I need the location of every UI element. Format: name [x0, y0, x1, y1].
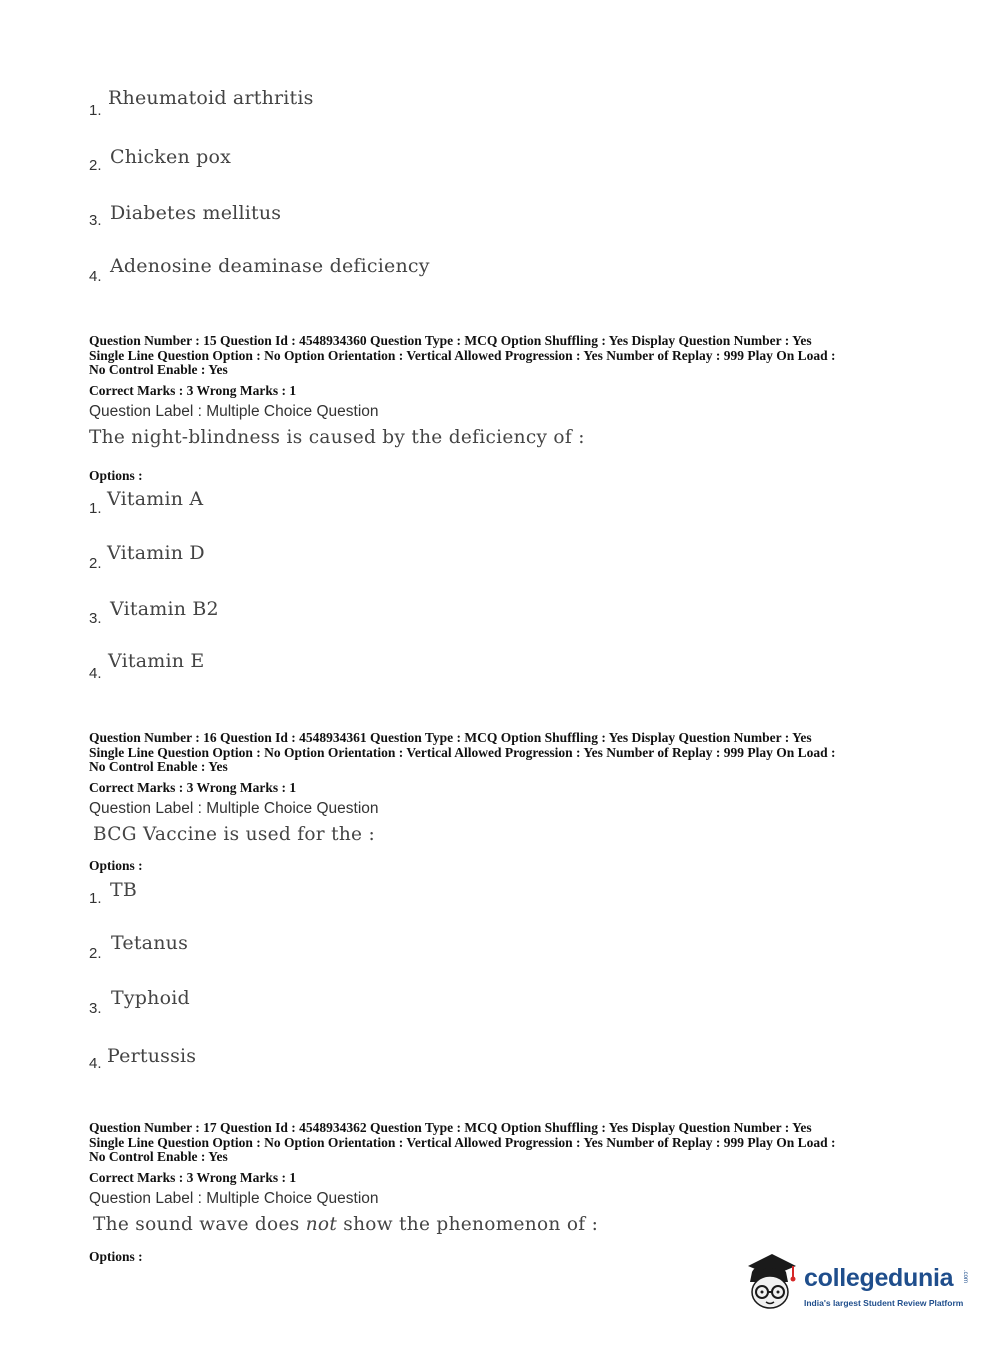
option-text: TB — [110, 879, 138, 901]
option-number: 4. — [89, 1055, 102, 1072]
question-meta — [89, 731, 919, 775]
option-number: 2. — [89, 555, 102, 572]
options-heading: Options : — [89, 468, 143, 483]
mascot-icon — [742, 1248, 802, 1318]
question-label: Question Label : Multiple Choice Question — [89, 403, 379, 420]
question-marks: Correct Marks : 3 Wrong Marks : 1 — [89, 780, 297, 795]
question-text — [93, 1214, 598, 1235]
meta-line: Question Number : 15 Question Id : 4548934360 Question Type : MCQ Option Shuffling : Yes Display Question Number : Yes — [89, 333, 812, 348]
option-text: Pertussis — [107, 1045, 197, 1067]
question-marks: Correct Marks : 3 Wrong Marks : 1 — [89, 1170, 297, 1185]
logo-tagline: India's largest Student Review Platform — [804, 1298, 964, 1308]
option-number: 3. — [89, 1000, 102, 1017]
option-number: 2. — [89, 945, 102, 962]
meta-line: Single Line Question Option : No Option Orientation : Vertical Allowed Progression : Yes Number of Replay : 999 Play On Load : — [89, 744, 836, 760]
options-heading: Options : — [89, 858, 143, 873]
option-text: Chicken pox — [110, 146, 232, 168]
question-meta — [89, 1121, 919, 1165]
logo-suffix: .com — [962, 1270, 968, 1284]
question-text: The night-blindness is caused by the deficiency of : — [89, 427, 585, 448]
question-label: Question Label : Multiple Choice Question — [89, 1190, 379, 1207]
option-text: Diabetes mellitus — [110, 202, 282, 224]
logo-wordmark: collegedunia — [804, 1264, 954, 1292]
question-marks: Correct Marks : 3 Wrong Marks : 1 — [89, 383, 297, 398]
question-text-emphasis: not — [305, 1214, 338, 1235]
option-text: Vitamin E — [108, 650, 205, 672]
meta-line: Single Line Question Option : No Option Orientation : Vertical Allowed Progression : Yes Number of Replay : 999 Play On Load : — [89, 347, 836, 363]
question-meta — [89, 334, 919, 378]
option-number: 4. — [89, 268, 102, 285]
meta-line: No Control Enable : Yes — [89, 362, 228, 377]
meta-line: Single Line Question Option : No Option Orientation : Vertical Allowed Progression : Yes Number of Replay : 999 Play On Load : — [89, 1134, 836, 1150]
option-number: 4. — [89, 665, 102, 682]
option-text: Typhoid — [111, 987, 190, 1009]
option-number: 1. — [89, 102, 102, 119]
option-text: Vitamin D — [107, 542, 205, 564]
question-text: BCG Vaccine is used for the : — [93, 824, 376, 845]
option-number: 3. — [89, 610, 102, 627]
question-text-part: The sound wave does — [93, 1214, 306, 1235]
meta-line: No Control Enable : Yes — [89, 759, 228, 774]
options-heading: Options : — [89, 1249, 143, 1264]
meta-line: Question Number : 17 Question Id : 4548934362 Question Type : MCQ Option Shuffling : Yes Display Question Number : Yes — [89, 1120, 812, 1135]
meta-line: Question Number : 16 Question Id : 4548934361 Question Type : MCQ Option Shuffling : Yes Display Question Number : Yes — [89, 730, 812, 745]
question-label: Question Label : Multiple Choice Question — [89, 800, 379, 817]
option-text: Vitamin A — [107, 488, 204, 510]
option-number: 1. — [89, 890, 102, 907]
meta-line: No Control Enable : Yes — [89, 1149, 228, 1164]
option-text: Rheumatoid arthritis — [108, 87, 314, 109]
collegedunia-logo[interactable] — [742, 1248, 972, 1318]
option-number: 1. — [89, 500, 102, 517]
option-text: Tetanus — [111, 932, 189, 954]
option-number: 2. — [89, 157, 102, 174]
option-text: Adenosine deaminase deficiency — [110, 255, 430, 277]
question-text-part: show the phenomenon of : — [337, 1214, 599, 1235]
option-number: 3. — [89, 212, 102, 229]
option-text: Vitamin B2 — [110, 598, 219, 620]
